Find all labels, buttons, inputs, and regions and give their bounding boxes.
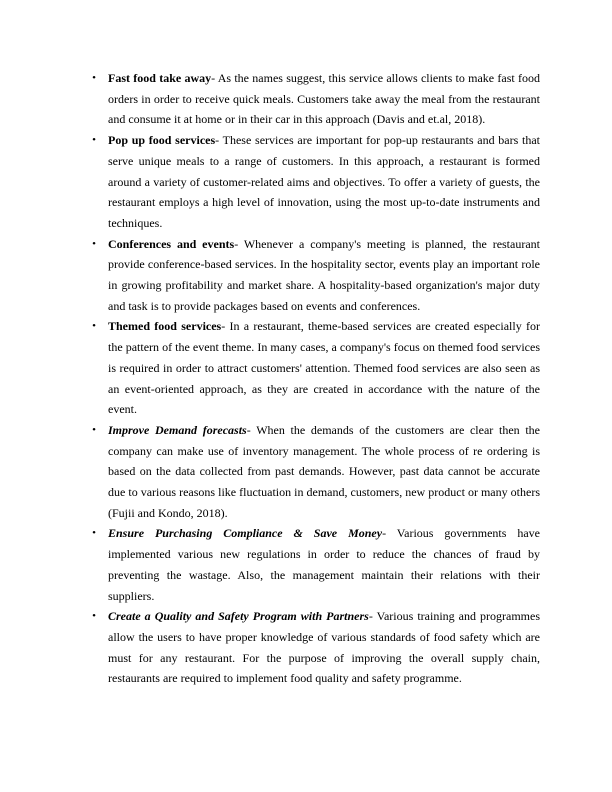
item-title: Create a Quality and Safety Program with Partners <box>108 609 369 624</box>
item-body: - As the names suggest, this service allows clients to make fast food orders in order to receive quick meals. Customers take away the meal from the restaurant and consume it at home or in their car in this approach (Davis and et.al, 2018). <box>108 71 540 127</box>
item-title: Improve Demand forecasts <box>108 422 247 437</box>
item-title: Pop up food services <box>108 133 216 148</box>
bullet-icon: • <box>92 610 96 623</box>
list-item-themed-food-services <box>92 316 540 420</box>
item-body: - These services are important for pop-up restaurants and bars that serve unique meals to a range of customers. In this approach, a restaurant is formed around a variety of customer-related aims and objectives. To offer a variety of guests, the restaurant employs a high level of innovation, using the most up-to-date instruments and techniques. <box>108 133 540 230</box>
item-body: - Various training and programmes allow the users to have proper knowledge of various standards of food safety which are must for any restaurant. For the purpose of improving the overall supply chain, restaurants are required to implement food quality and safety programme. <box>108 609 541 686</box>
bullet-icon: • <box>92 423 96 436</box>
list-item-fast-food-take-away <box>92 68 540 130</box>
item-body: - In a restaurant, theme-based services are created especially for the pattern of the event theme. In many cases, a company's focus on themed food services is required in order to attract customers' attention. Themed food services are also seen as an event-oriented approach, as they are created in accordance with the nature of the event. <box>108 319 540 417</box>
item-title: Ensure Purchasing Compliance & Save Money <box>108 526 383 541</box>
list-item-ensure-purchasing-compliance <box>92 523 540 606</box>
list-item-pop-up-food-services <box>92 130 540 234</box>
item-title: Themed food services <box>108 319 222 334</box>
bullet-icon: • <box>92 320 96 333</box>
item-body: - Whenever a company's meeting is planned, the restaurant provide conference-based services. In the hospitality sector, events play an important role in growing profitability and market share. A hospitality-based organization's major duty and task is to provide packages based on events and conferences. <box>108 236 541 313</box>
bullet-list <box>92 68 541 689</box>
bullet-icon: • <box>92 134 96 147</box>
bullet-icon: • <box>92 72 96 84</box>
bullet-icon: • <box>92 237 96 250</box>
item-title: Conferences and events <box>108 236 235 251</box>
list-item-quality-and-safety-program <box>92 606 541 689</box>
item-body: - Various governments have implemented various new regulations in order to reduce the chances of fraud by preventing the wastage. Also, the management maintain their relations with their suppliers. <box>108 526 540 603</box>
list-item-conferences-and-events <box>92 234 541 317</box>
bullet-icon: • <box>92 527 96 540</box>
item-body: - When the demands of the customers are clear then the company can make use of inventory management. The whole process of re ordering is based on the data collected from past demands. However, past data cannot be accurate due to various reasons like fluctuation in demand, customers, new product or many others (Fujii and Kondo, 2018). <box>108 422 540 520</box>
item-title: Fast food take away <box>108 71 212 85</box>
list-item-improve-demand-forecasts <box>92 420 540 524</box>
